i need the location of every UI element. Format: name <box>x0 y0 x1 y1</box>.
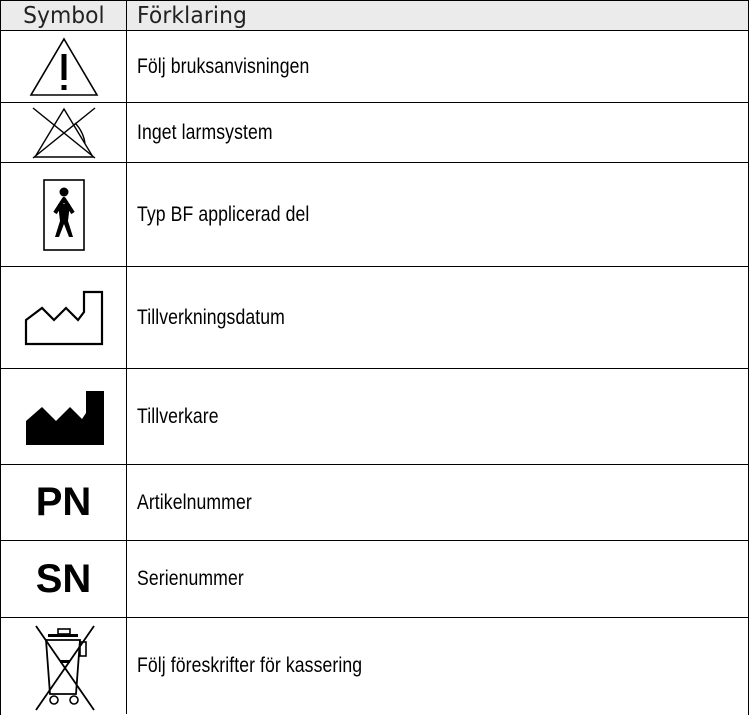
crossed-out-bin-icon <box>28 620 100 712</box>
header-explanation: Förklaring <box>137 2 247 29</box>
row-explanation: Följ bruksanvisningen <box>137 54 310 78</box>
table-row <box>1 618 748 714</box>
no-alarm-system-icon <box>27 105 101 161</box>
row-explanation: Serienummer <box>137 567 244 590</box>
row-explanation: Följ föreskrifter för kassering <box>137 654 363 677</box>
table-row <box>1 267 748 369</box>
date-of-manufacture-icon <box>22 288 106 348</box>
table-row <box>1 541 748 618</box>
row-explanation: Typ BF applicerad del <box>137 202 310 226</box>
table-row <box>1 465 748 541</box>
table-row <box>1 369 748 465</box>
row-explanation: Inget larmsystem <box>137 120 273 144</box>
table-header-row <box>1 1 748 31</box>
part-number-code: PN <box>35 480 92 524</box>
row-explanation: Artikelnummer <box>137 490 252 514</box>
manufacturer-icon <box>22 387 106 447</box>
type-bf-applied-part-icon <box>43 179 85 251</box>
row-explanation: Tillverkningsdatum <box>137 305 285 329</box>
table-row <box>1 163 748 267</box>
serial-number-code: SN <box>35 556 92 601</box>
table-row <box>1 31 748 103</box>
row-explanation: Tillverkare <box>137 404 219 428</box>
caution-triangle-icon <box>28 36 100 98</box>
header-symbol: Symbol <box>1 1 127 30</box>
table-row <box>1 103 748 163</box>
